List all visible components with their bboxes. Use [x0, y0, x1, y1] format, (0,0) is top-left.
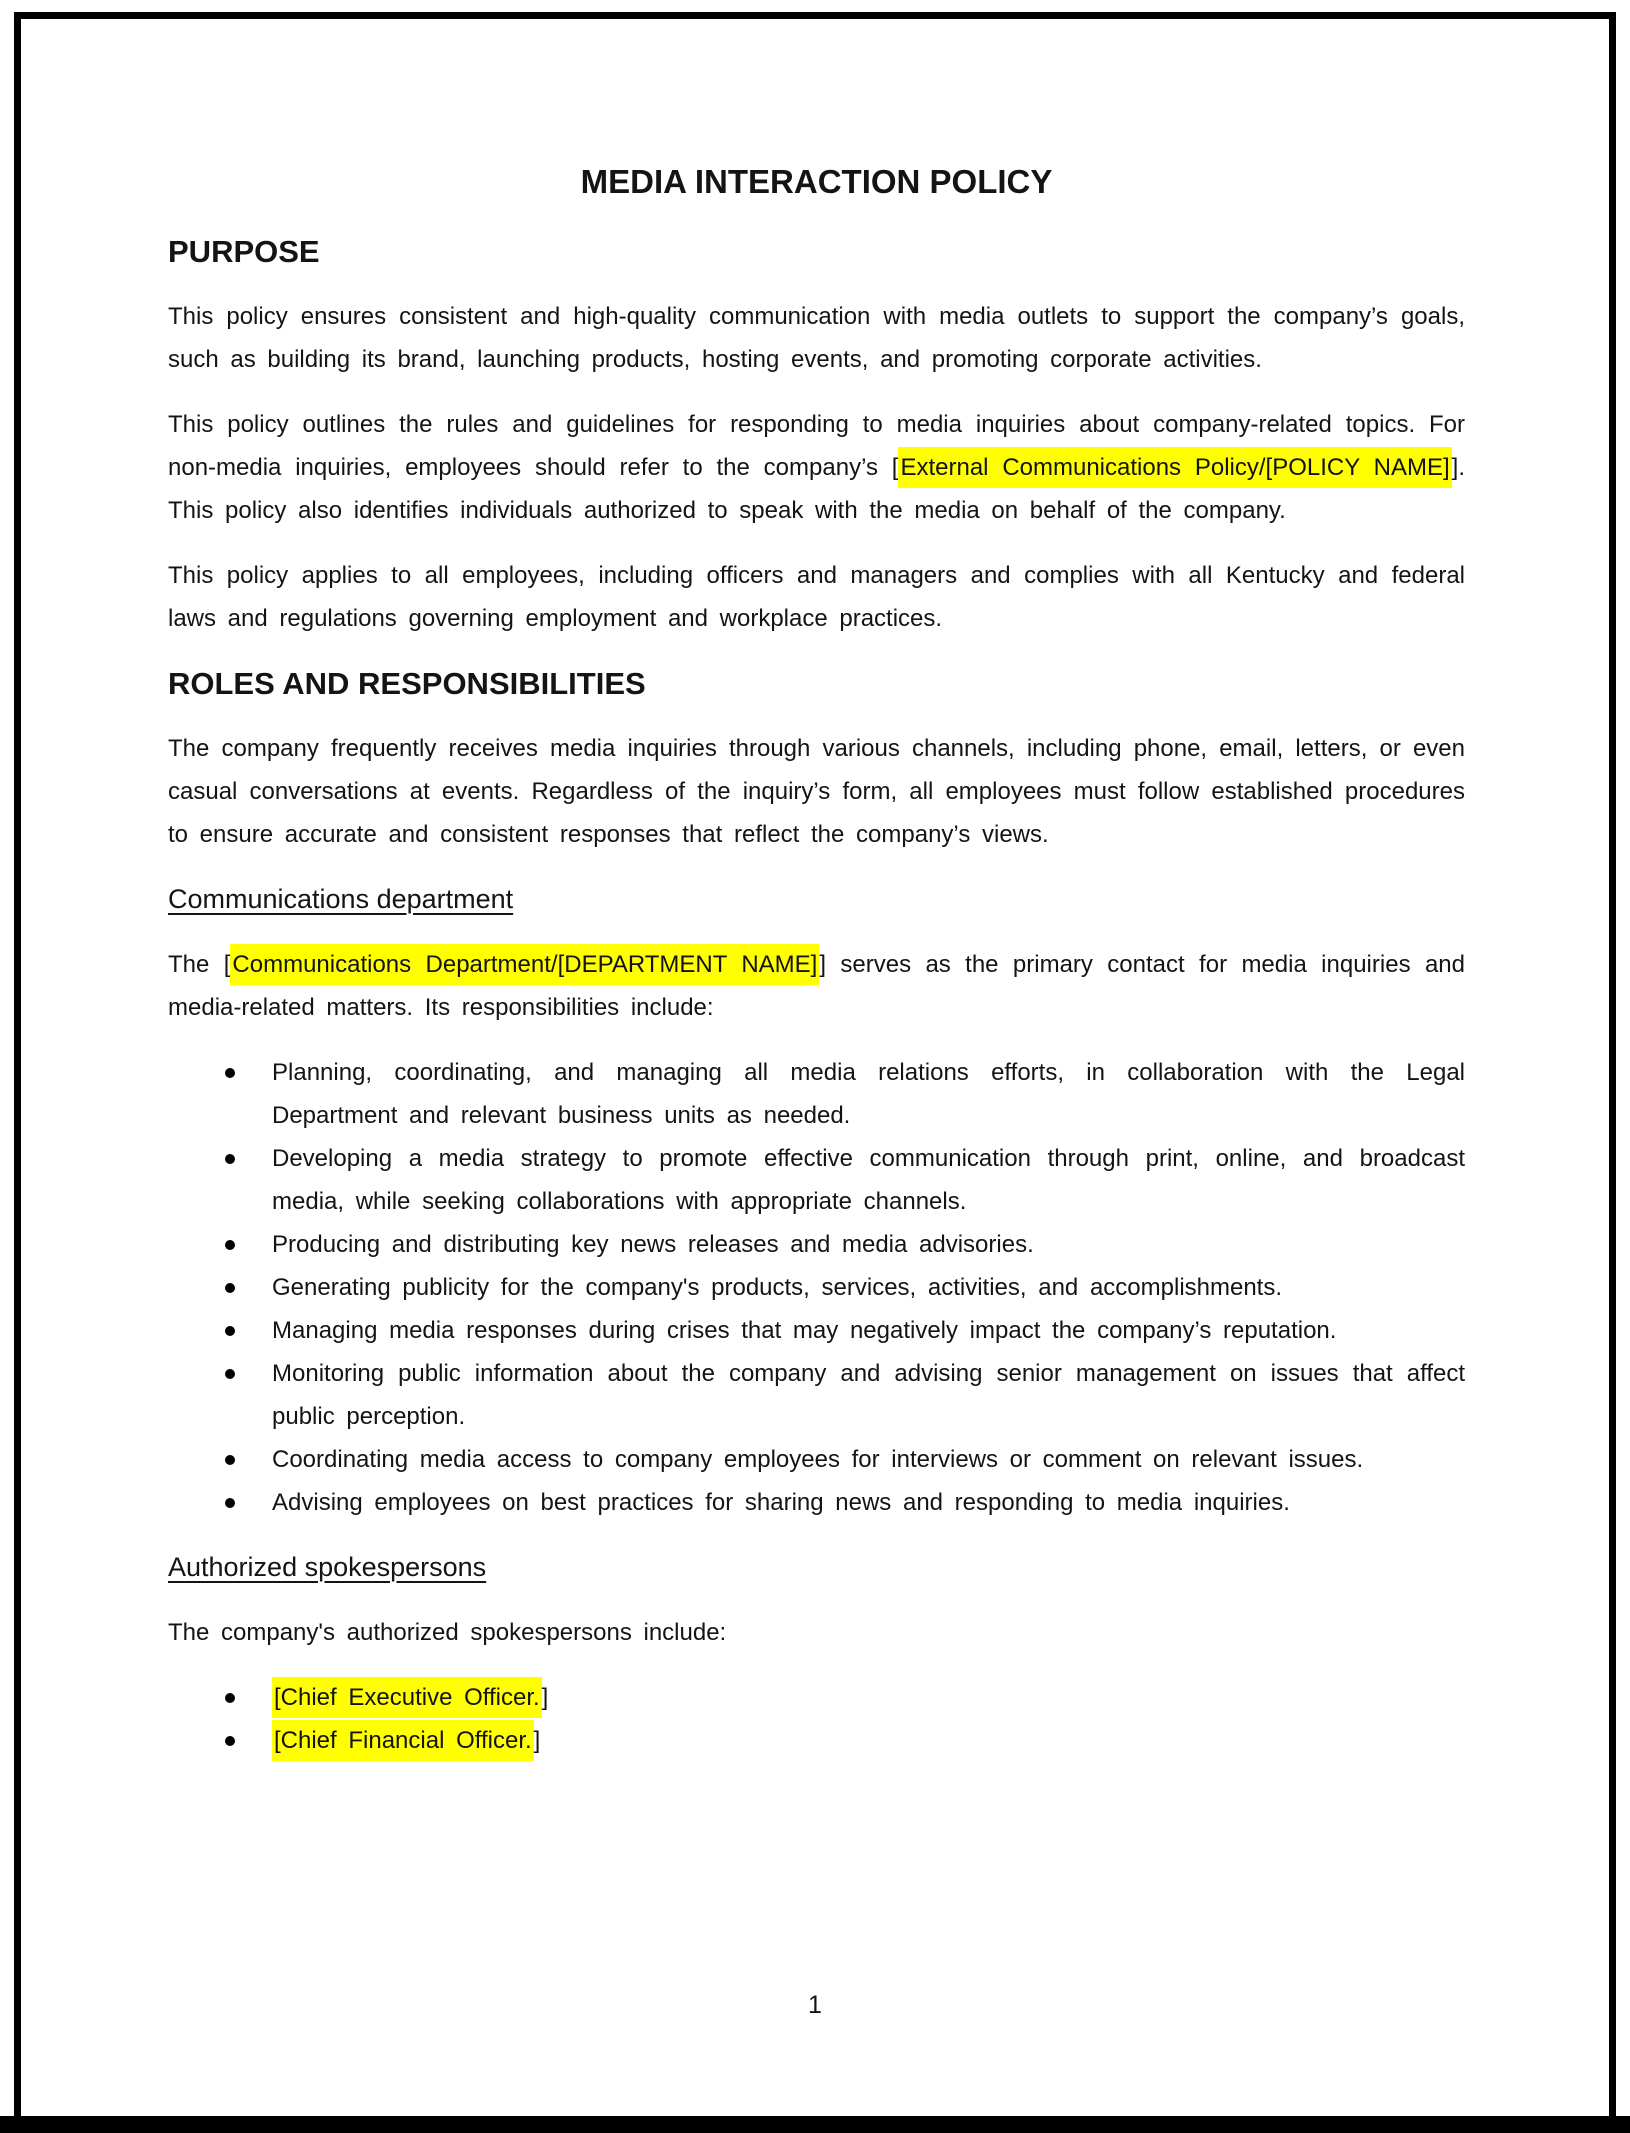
purpose-paragraph-2 [168, 403, 1465, 532]
list-item: Monitoring public information about the company and advising senior management on issues that affect public perception. [168, 1352, 1465, 1438]
spokespersons-intro-paragraph: The company's authorized spokespersons include: [168, 1619, 727, 1646]
list-item [168, 1719, 1465, 1762]
list-item: Planning, coordinating, and managing all media relations efforts, in collaboration with the Legal Department and relevant business units as needed. [168, 1051, 1465, 1137]
responsibilities-list [168, 1051, 1465, 1524]
document-title: MEDIA INTERACTION POLICY [580, 163, 1053, 200]
roles-intro-paragraph: The company frequently receives media inquiries through various channels, including phone, email, letters, or even casual conversations at events. Regardless of the inquiry’s form, all employees must follow established procedures to ensure accurate and consistent responses that reflect the company’s views. [168, 735, 1465, 848]
heading-roles-and-responsibilities: ROLES AND RESPONSIBILITIES [168, 666, 646, 701]
text-segment: ] [541, 1684, 549, 1711]
text-segment: The [ [168, 951, 231, 978]
subheading-authorized-spokespersons: Authorized spokespersons [168, 1552, 487, 1582]
highlighted-cfo-placeholder: [Chief Financial Officer. [272, 1720, 534, 1761]
text-segment: This policy outlines the rules and guidelines for responding to media inquiries about company-related topics. For non-media inquiries, employees should refer to the company’s [ [168, 411, 1465, 481]
purpose-paragraph-1: This policy ensures consistent and high-quality communication with media outlets to support the company’s goals, such as building its brand, launching products, hosting events, and promoting corporate activities. [168, 303, 1465, 373]
list-item: Producing and distributing key news releases and media advisories. [168, 1223, 1465, 1266]
highlighted-policy-name-placeholder: External Communications Policy/[POLICY NAME] [898, 447, 1451, 488]
list-item: Advising employees on best practices for sharing news and responding to media inquiries. [168, 1481, 1465, 1524]
text-segment: ]. This policy also identifies individuals authorized to speak with the media on behalf of the company. [168, 454, 1465, 524]
list-item: Generating publicity for the company's products, services, activities, and accomplishments. [168, 1266, 1465, 1309]
text-segment: ] [533, 1727, 541, 1754]
bottom-border-bar [0, 2116, 1630, 2133]
text-segment: ] serves as the primary contact for media inquiries and media-related matters. Its responsibilities include: [168, 951, 1465, 1021]
subheading-communications-department: Communications department [168, 884, 514, 914]
spokespersons-list [168, 1676, 1465, 1762]
purpose-paragraph-3: This policy applies to all employees, including officers and managers and complies with all Kentucky and federal laws and regulations governing employment and workplace practices. [168, 562, 1465, 632]
document-content [168, 160, 1465, 1784]
highlighted-ceo-placeholder: [Chief Executive Officer. [272, 1677, 542, 1718]
list-item: Managing media responses during crises that may negatively impact the company’s reputation. [168, 1309, 1465, 1352]
list-item [168, 1676, 1465, 1719]
heading-purpose: PURPOSE [168, 234, 320, 269]
communications-department-paragraph [168, 943, 1465, 1029]
list-item: Developing a media strategy to promote effective communication through print, online, and broadcast media, while seeking collaborations with appropriate channels. [168, 1137, 1465, 1223]
page-number: 1 [808, 1991, 822, 2019]
highlighted-department-name-placeholder: Communications Department/[DEPARTMENT NAME] [230, 944, 819, 985]
list-item: Coordinating media access to company employees for interviews or comment on relevant issues. [168, 1438, 1465, 1481]
